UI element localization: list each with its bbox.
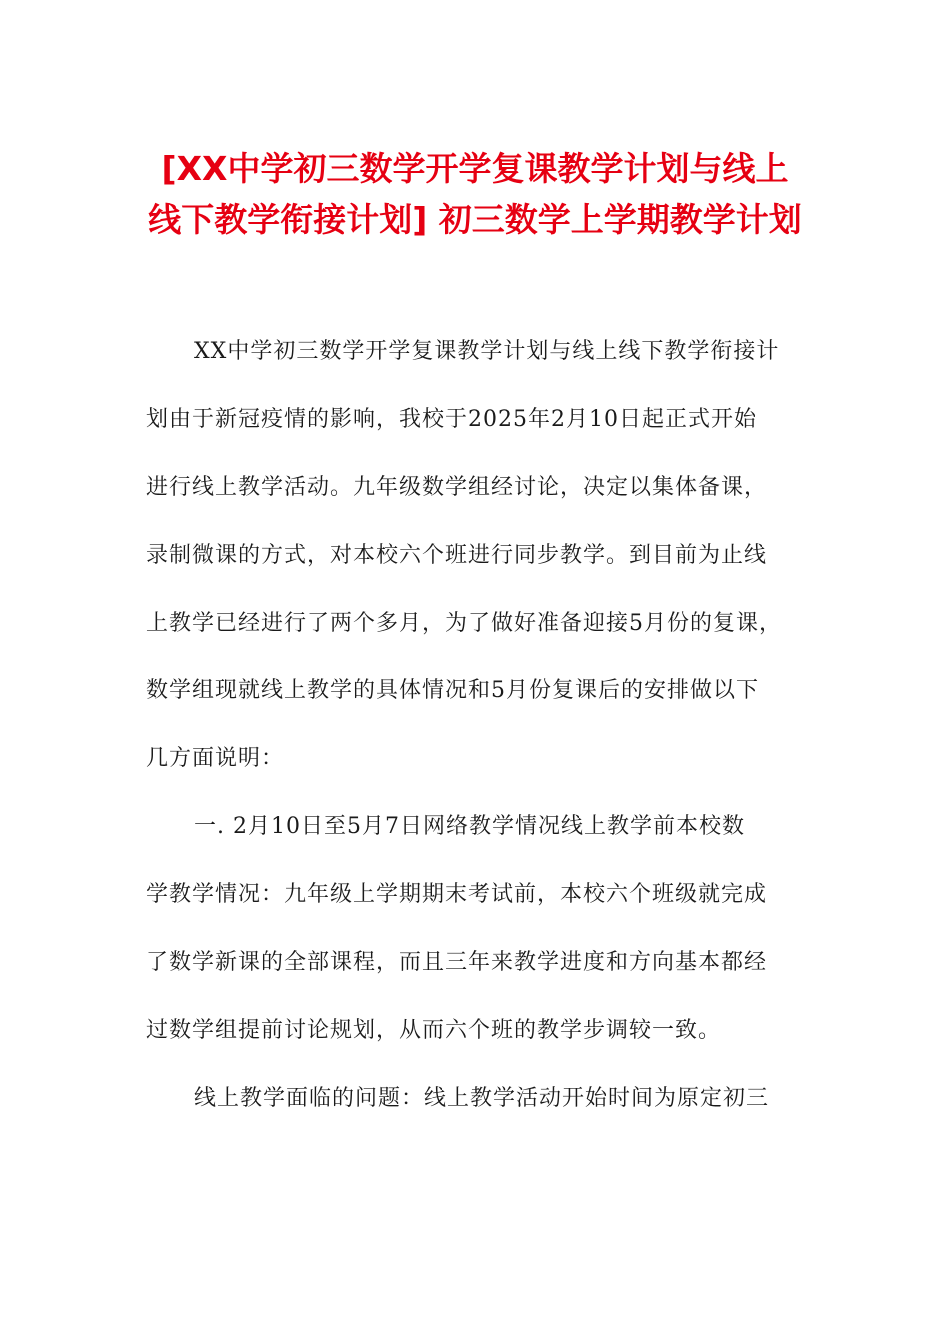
paragraph-1-line-1: XX中学初三数学开学复课教学计划与线上线下教学衔接计	[194, 339, 780, 364]
paragraph-1-line-6: 数学组现就线上教学的具体情况和5月份复课后的安排做以下	[146, 678, 759, 704]
paragraph-2-line-4: 过数学组提前讨论规划，从而六个班的教学步调较一致。	[146, 1017, 722, 1043]
title-line-2: 线下教学衔接计划] 初三数学上学期教学计划	[148, 200, 802, 239]
paragraph-2-line-2: 学教学情况：九年级上学期期末考试前，本校六个班级就完成	[146, 882, 768, 908]
title-line-1: [XX中学初三数学开学复课教学计划与线上	[161, 149, 789, 188]
paragraph-2-line-3: 了数学新课的全部课程，而且三年来教学进度和方向基本都经	[146, 950, 768, 976]
document-body	[146, 330, 806, 1145]
document-title	[60, 143, 890, 245]
paragraph-3-line-1: 线上教学面临的问题：线上教学活动开始时间为原定初三	[194, 1085, 770, 1111]
paragraph-1-line-7: 几方面说明：	[146, 746, 285, 772]
paragraph-1-line-2: 划由于新冠疫情的影响，我校于2025年2月10日起正式开始	[146, 406, 757, 432]
paragraph-2-line-1: 一. 2月10日至5月7日网络教学情况线上教学前本校数	[194, 814, 745, 840]
paragraph-1-line-4: 录制微课的方式，对本校六个班进行同步教学。到目前为止线	[146, 542, 768, 568]
paragraph-1-line-3: 进行线上教学活动。九年级数学组经讨论，决定以集体备课，	[146, 474, 768, 500]
paragraph-1-line-5: 上教学已经进行了两个多月，为了做好准备迎接5月份的复课，	[146, 610, 782, 636]
